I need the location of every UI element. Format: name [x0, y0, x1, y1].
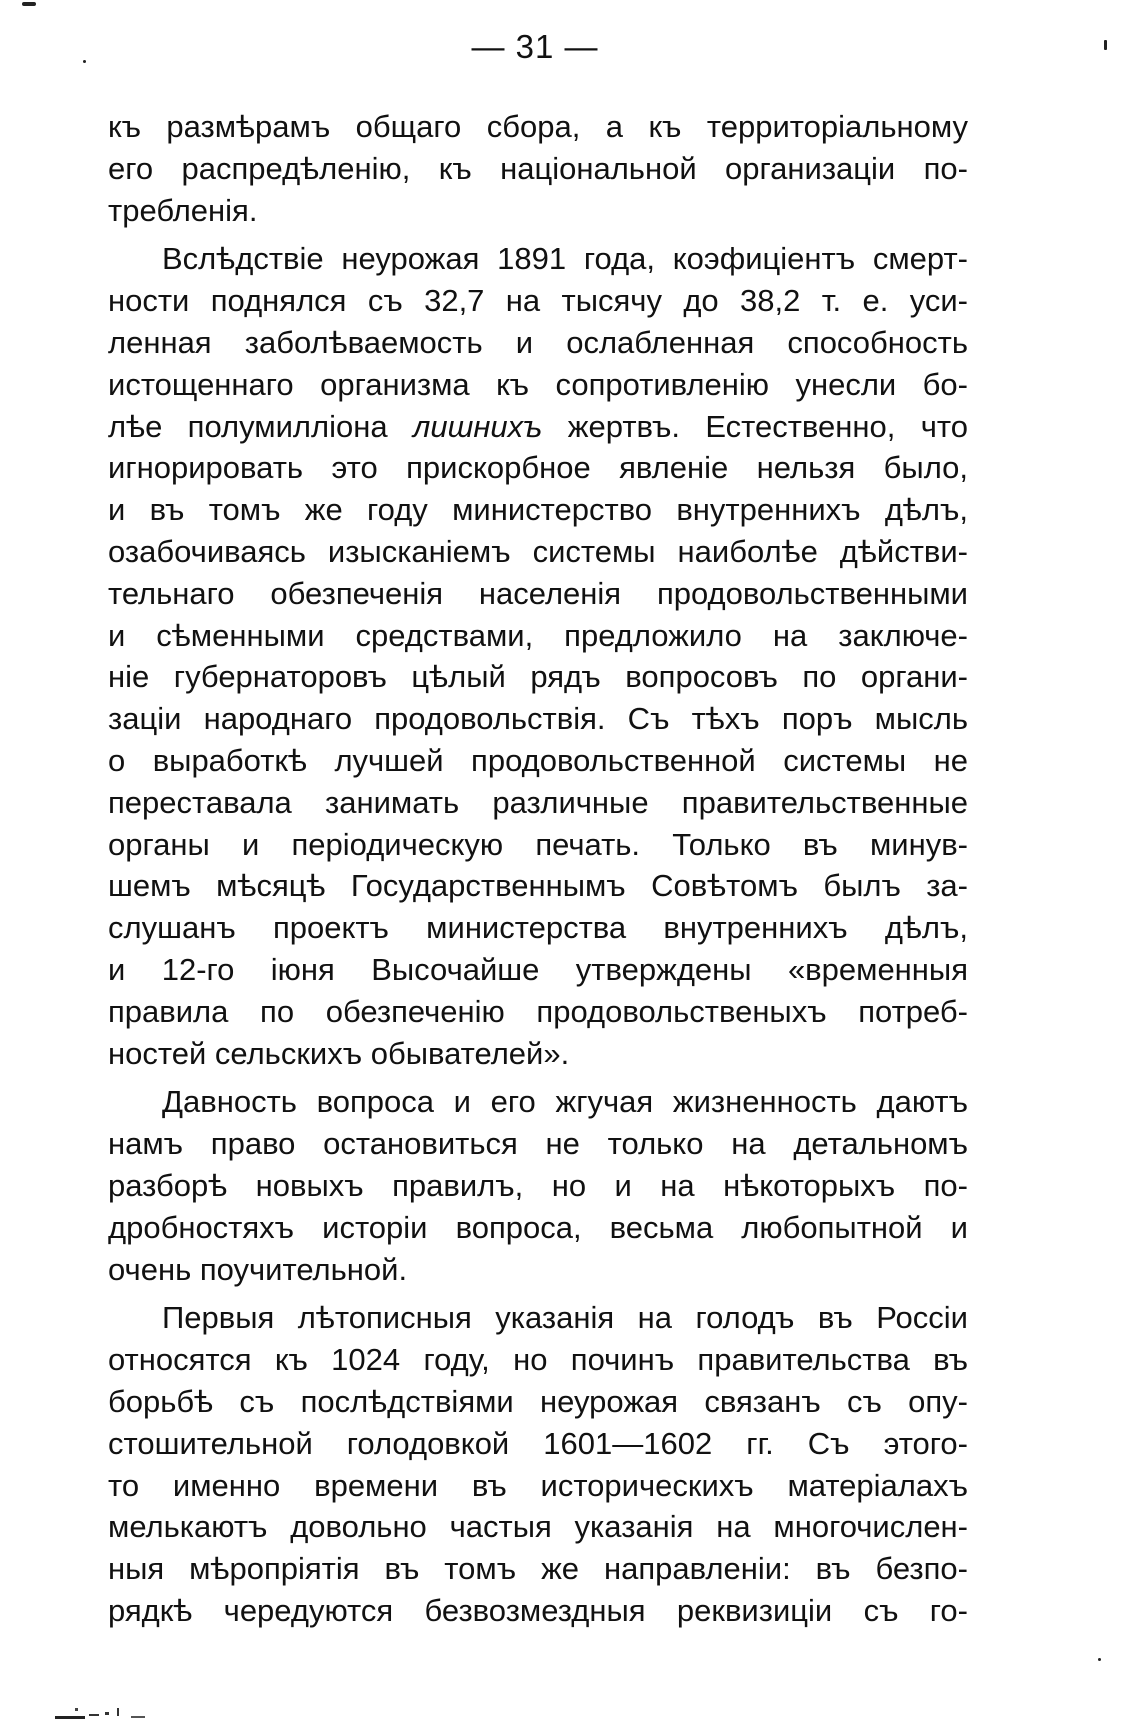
scan-artifact-marks: [55, 1702, 165, 1722]
scan-speck: [1098, 1658, 1101, 1661]
text-line: правила по обезпеченію продовольственыхъ потреб-: [108, 993, 968, 1029]
text-line: озабочиваясь изысканіемъ системы наиболѣе дѣйстви-: [108, 533, 968, 569]
scan-speck: [22, 2, 36, 6]
text-line: разборѣ новыхъ правилъ, но и на нѣкоторыхъ по-: [108, 1167, 968, 1203]
text-line: и 12-го іюня Высочайше утверждены «временныя: [108, 951, 968, 987]
text-line: мелькаютъ довольно частыя указанія на многочислен-: [108, 1509, 968, 1545]
italic-word: лишнихъ: [412, 408, 543, 444]
text-line: заціи народнаго продовольствія. Съ тѣхъ поръ мысль: [108, 701, 968, 737]
text-line: Первыя лѣтописныя указанія на голодъ въ Россіи: [162, 1300, 968, 1336]
text-line: дробностяхъ исторіи вопроса, весьма любопытной и: [108, 1209, 968, 1245]
text-line: къ размѣрамъ общаго сбора, а къ территоріальному: [108, 109, 968, 144]
text-line: слушанъ проектъ министерства внутреннихъ дѣлъ,: [108, 910, 968, 946]
text-line: борьбѣ съ послѣдствіями неурожая связанъ съ опу-: [108, 1383, 968, 1419]
text-line: очень поучительной.: [108, 1251, 408, 1287]
text-segment: лѣе полумилліона: [108, 408, 388, 444]
text-line: игнорировать это прискорбное явленіе нельзя было,: [108, 450, 968, 486]
text-line: рядкѣ чередуются безвозмездныя реквизиціи съ го-: [108, 1592, 968, 1628]
text-line: и въ томъ же году министерство внутреннихъ дѣлъ,: [108, 492, 968, 528]
text-line: то именно времени въ историческихъ матеріалахъ: [108, 1467, 968, 1503]
text-line: шемъ мѣсяцѣ Государственнымъ Совѣтомъ былъ за-: [108, 868, 968, 904]
text-line: намъ право остановиться не только на детальномъ: [108, 1126, 968, 1162]
text-line: ніе губернаторовъ цѣлый рядъ вопросовъ по органи-: [108, 659, 968, 695]
text-segment: жертвъ. Естественно, что: [567, 408, 968, 444]
text-line: требленія.: [108, 192, 258, 228]
text-line: ностей сельскихъ обывателей».: [108, 1035, 570, 1071]
text-line: и сѣменными средствами, предложило на заключе-: [108, 617, 968, 653]
text-line: о выработкѣ лучшей продовольственной системы не: [108, 742, 968, 778]
text-line: ныя мѣропріятія въ томъ же направленіи: въ безпо-: [108, 1551, 968, 1587]
text-line: истощеннаго организма къ сопротивленію унесли бо-: [108, 366, 968, 402]
scan-speck: [1104, 40, 1107, 50]
scan-speck: [83, 60, 86, 63]
text-line: ленная заболѣваемость и ослабленная способность: [108, 324, 968, 360]
text-line: относятся къ 1024 году, но починъ правительства въ: [108, 1342, 968, 1378]
text-line: Давность вопроса и его жгучая жизненность даютъ: [162, 1084, 968, 1120]
text-line: органы и періодическую печать. Только въ минув-: [108, 826, 968, 862]
text-line: ности поднялся съ 32,7 на тысячу до 38,2 т. е. уси-: [108, 283, 968, 319]
text-line: его распредѣленію, къ національной организаціи по-: [108, 150, 968, 186]
page-number: — 31 —: [471, 28, 599, 65]
text-line: тельнаго обезпеченія населенія продовольственными: [108, 575, 968, 611]
body-text: [108, 106, 968, 1632]
text-line: стошительной голодовкой 1601—1602 гг. Съ этого-: [108, 1425, 968, 1461]
text-line: переставала занимать различные правительственные: [108, 784, 968, 820]
text-line-with-italic: [108, 406, 968, 448]
text-line: Вслѣдствіе неурожая 1891 года, коэфиціентъ смерт-: [162, 241, 968, 277]
